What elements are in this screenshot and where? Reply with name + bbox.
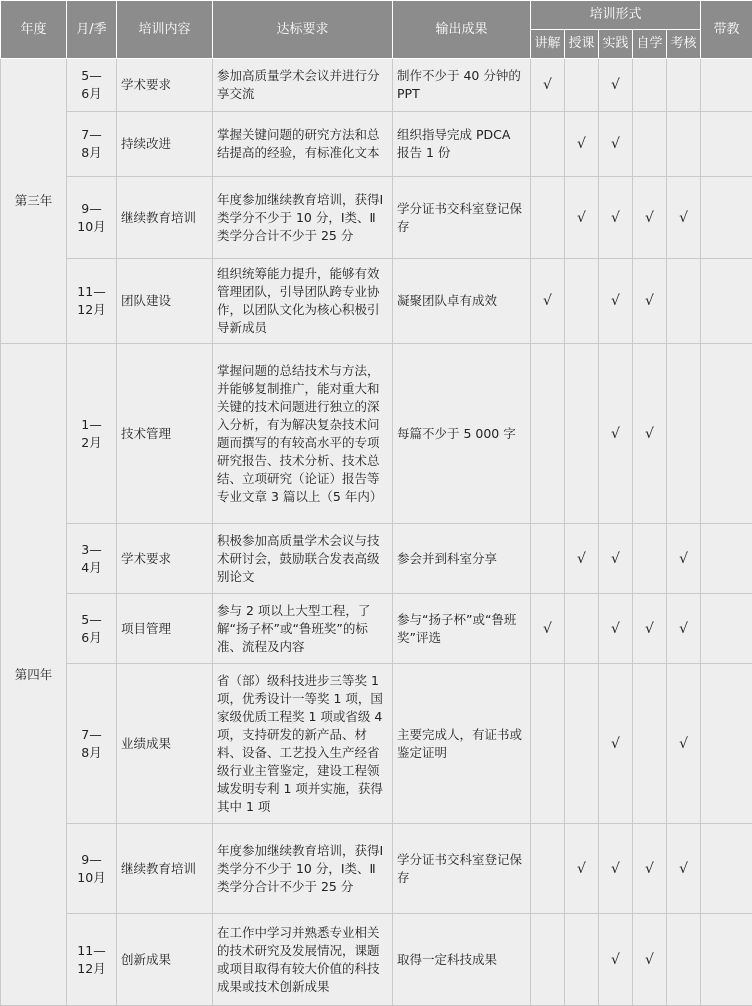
check-cell xyxy=(565,344,599,524)
header-mentor: 带教 xyxy=(701,1,752,59)
period-label: 7— 8月 xyxy=(81,127,102,160)
output-cell: 学分证书交科室登记保存 xyxy=(393,177,531,259)
header-content: 培训内容 xyxy=(117,1,213,59)
check-cell xyxy=(531,664,565,824)
requirement-cell: 参与 2 项以上大型工程，了解“扬子杯”或“鲁班奖”的标准、流程及内容 xyxy=(213,594,393,664)
content-cell: 学术要求 xyxy=(117,524,213,594)
table-row xyxy=(1,914,752,1006)
mentor-cell xyxy=(701,664,752,824)
check-cell: √ xyxy=(599,594,633,664)
header-requirement: 达标要求 xyxy=(213,1,393,59)
content-cell: 团队建设 xyxy=(117,259,213,344)
mentor-cell xyxy=(701,594,752,664)
header-form-lecture: 讲解 xyxy=(531,30,565,59)
check-cell xyxy=(531,824,565,914)
period-label: 7— 8月 xyxy=(81,726,102,760)
check-cell xyxy=(667,59,701,112)
period-cell xyxy=(67,112,117,177)
check-cell xyxy=(531,914,565,1006)
period-cell xyxy=(67,824,117,914)
period-cell xyxy=(67,259,117,344)
check-cell: √ xyxy=(667,664,701,824)
check-cell xyxy=(531,112,565,177)
period-label: 11— 12月 xyxy=(77,942,106,976)
check-cell xyxy=(667,344,701,524)
output-cell: 组织指导完成 PDCA 报告 1 份 xyxy=(393,112,531,177)
check-cell xyxy=(565,594,599,664)
requirement-cell: 年度参加继续教育培训，获得Ⅰ类学分不少于 10 分，Ⅰ类、Ⅱ类学分合计不少于 25 分 xyxy=(213,824,393,914)
period-cell xyxy=(67,594,117,664)
header-form-teaching: 授课 xyxy=(565,30,599,59)
check-cell xyxy=(565,914,599,1006)
check-cell xyxy=(565,59,599,112)
requirement-cell: 年度参加继续教育培训，获得Ⅰ类学分不少于 10 分，Ⅰ类、Ⅱ类学分合计不少于 25 分 xyxy=(213,177,393,259)
check-cell xyxy=(565,259,599,344)
period-label: 5— 6月 xyxy=(81,68,102,101)
period-label: 9— 10月 xyxy=(77,200,106,234)
output-cell: 参与“扬子杯”或“鲁班奖”评选 xyxy=(393,594,531,664)
output-cell: 取得一定科技成果 xyxy=(393,914,531,1006)
table-row xyxy=(1,59,752,112)
period-cell xyxy=(67,177,117,259)
content-cell: 继续教育培训 xyxy=(117,177,213,259)
check-cell: √ xyxy=(565,524,599,594)
header-form: 培训形式 xyxy=(531,1,701,30)
check-cell xyxy=(667,112,701,177)
requirement-cell: 掌握问题的总结技术与方法，并能够复制推广，能对重大和关键的技术问题进行独立的深入分析，有为解决复杂技术问题而撰写的有较高水平的专项研究报告、技术分析、技术总结、立项研究（论证）报告等专业文章 3 篇以上（5 年内） xyxy=(213,344,393,524)
check-cell: √ xyxy=(667,594,701,664)
period-cell xyxy=(67,664,117,824)
output-cell: 参会并到科室分享 xyxy=(393,524,531,594)
table-row xyxy=(1,344,752,524)
content-cell: 项目管理 xyxy=(117,594,213,664)
mentor-cell xyxy=(701,344,752,524)
check-cell: √ xyxy=(633,177,667,259)
content-cell: 学术要求 xyxy=(117,59,213,112)
check-cell: √ xyxy=(599,112,633,177)
content-cell: 技术管理 xyxy=(117,344,213,524)
mentor-cell xyxy=(701,824,752,914)
year-label: 第四年 xyxy=(1,344,67,1006)
check-cell: √ xyxy=(633,914,667,1006)
check-cell: √ xyxy=(599,824,633,914)
table-row xyxy=(1,177,752,259)
requirement-cell: 组织统筹能力提升，能够有效管理团队，引导团队跨专业协作，以团队文化为核心积极引导新成员 xyxy=(213,259,393,344)
table-row xyxy=(1,824,752,914)
check-cell xyxy=(667,259,701,344)
check-cell: √ xyxy=(599,259,633,344)
header-form-practice: 实践 xyxy=(599,30,633,59)
period-label: 11— 12月 xyxy=(77,284,106,317)
check-cell: √ xyxy=(633,824,667,914)
check-cell: √ xyxy=(633,344,667,524)
check-cell: √ xyxy=(531,594,565,664)
output-cell: 学分证书交科室登记保存 xyxy=(393,824,531,914)
output-cell: 凝聚团队卓有成效 xyxy=(393,259,531,344)
table-row xyxy=(1,112,752,177)
check-cell: √ xyxy=(599,914,633,1006)
check-cell: √ xyxy=(633,259,667,344)
requirement-cell: 掌握关键问题的研究方法和总结提高的经验，有标准化文本 xyxy=(213,112,393,177)
header-form-assessment: 考核 xyxy=(667,30,701,59)
content-cell: 业绩成果 xyxy=(117,664,213,824)
check-cell xyxy=(531,177,565,259)
content-cell: 创新成果 xyxy=(117,914,213,1006)
check-cell: √ xyxy=(599,177,633,259)
check-cell xyxy=(633,112,667,177)
check-cell: √ xyxy=(667,524,701,594)
period-label: 3— 4月 xyxy=(81,541,102,575)
check-cell xyxy=(531,344,565,524)
check-cell xyxy=(633,59,667,112)
check-cell: √ xyxy=(565,824,599,914)
requirement-cell: 在工作中学习并熟悉专业相关的技术研究及发展情况，课题或项目取得有较大价值的科技成果或技术创新成果 xyxy=(213,914,393,1006)
period-cell xyxy=(67,914,117,1006)
table-body xyxy=(1,59,752,1006)
header-year: 年度 xyxy=(1,1,67,59)
period-label: 9— 10月 xyxy=(77,851,106,885)
requirement-cell: 参加高质量学术会议并进行分享交流 xyxy=(213,59,393,112)
output-cell: 每篇不少于 5 000 字 xyxy=(393,344,531,524)
check-cell xyxy=(565,664,599,824)
period-cell xyxy=(67,59,117,112)
period-label: 5— 6月 xyxy=(81,611,102,645)
output-cell: 制作不少于 40 分钟的 PPT xyxy=(393,59,531,112)
check-cell: √ xyxy=(667,177,701,259)
table-row xyxy=(1,524,752,594)
year-label: 第三年 xyxy=(1,59,67,344)
check-cell: √ xyxy=(667,824,701,914)
mentor-cell xyxy=(701,524,752,594)
mentor-cell xyxy=(701,59,752,112)
content-cell: 继续教育培训 xyxy=(117,824,213,914)
check-cell: √ xyxy=(599,59,633,112)
mentor-cell xyxy=(701,914,752,1006)
requirement-cell: 积极参加高质量学术会议与技术研讨会，鼓励联合发表高级别论文 xyxy=(213,524,393,594)
header-period: 月/季 xyxy=(67,1,117,59)
requirement-cell: 省（部）级科技进步三等奖 1 项，优秀设计一等奖 1 项，国家级优质工程奖 1 项或省级 4 项，支持研发的新产品、材料、设备、工艺投入生产经省级行业主管鉴定，建设工程领域发明专利 1 项并实施，获得其中 1 项 xyxy=(213,664,393,824)
check-cell: √ xyxy=(599,524,633,594)
content-cell: 持续改进 xyxy=(117,112,213,177)
output-cell: 主要完成人，有证书或鉴定证明 xyxy=(393,664,531,824)
check-cell: √ xyxy=(599,344,633,524)
table-row xyxy=(1,259,752,344)
check-cell xyxy=(667,914,701,1006)
period-cell xyxy=(67,524,117,594)
check-cell: √ xyxy=(531,59,565,112)
check-cell xyxy=(633,664,667,824)
check-cell xyxy=(531,524,565,594)
period-label: 1— 2月 xyxy=(81,416,102,450)
check-cell: √ xyxy=(565,177,599,259)
check-cell: √ xyxy=(531,259,565,344)
period-cell xyxy=(67,344,117,524)
mentor-cell xyxy=(701,177,752,259)
header-form-self-study: 自学 xyxy=(633,30,667,59)
header-output: 输出成果 xyxy=(393,1,531,59)
check-cell xyxy=(633,524,667,594)
check-cell: √ xyxy=(599,664,633,824)
table-row xyxy=(1,594,752,664)
mentor-cell xyxy=(701,259,752,344)
check-cell: √ xyxy=(633,594,667,664)
check-cell: √ xyxy=(565,112,599,177)
mentor-cell xyxy=(701,112,752,177)
table-row xyxy=(1,664,752,824)
